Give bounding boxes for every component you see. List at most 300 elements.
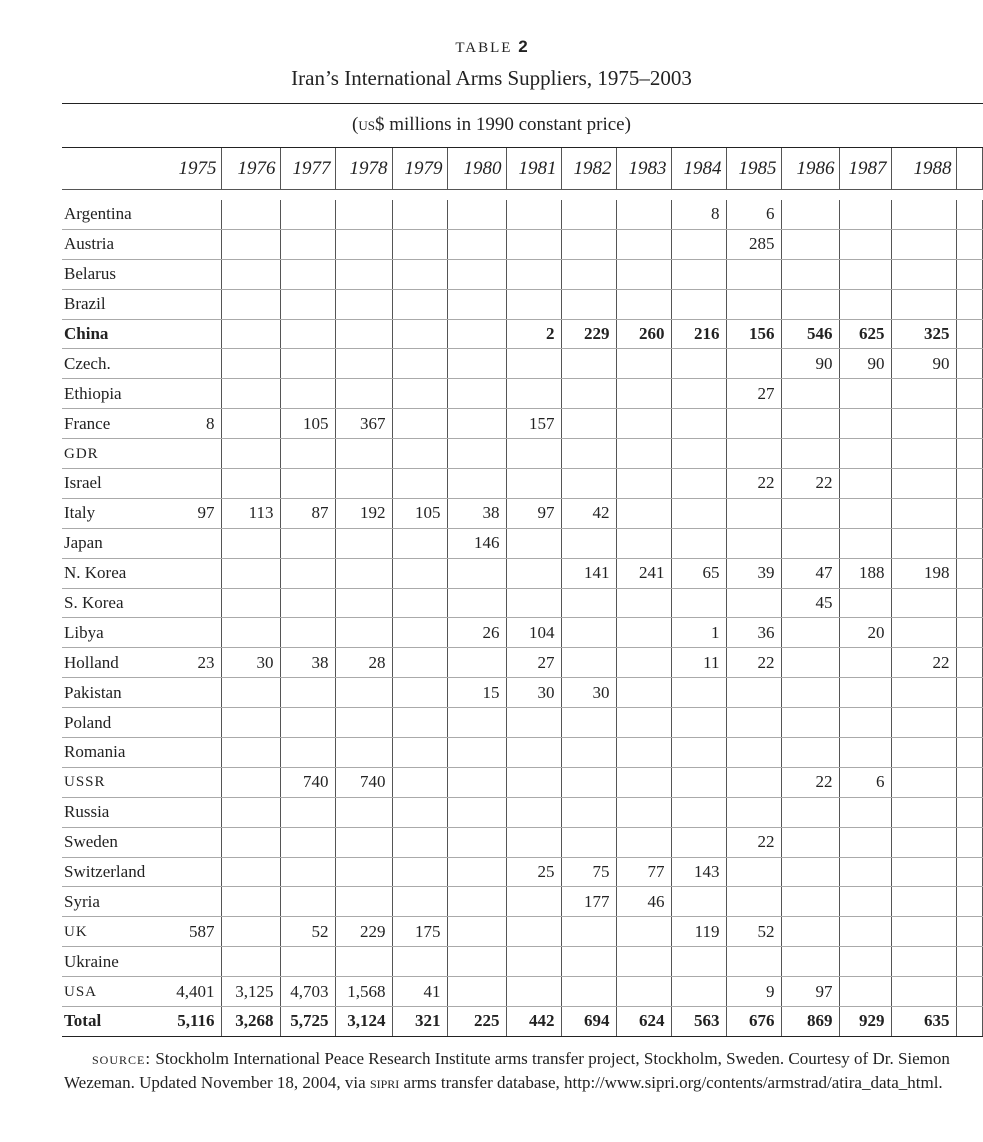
value-cell [561, 977, 616, 1007]
value-cell [280, 379, 335, 409]
country-cell: Pakistan [62, 678, 159, 708]
value-cell [956, 947, 982, 977]
value-cell [335, 469, 392, 499]
table-row [62, 469, 982, 499]
table-row [62, 857, 982, 887]
value-cell [839, 797, 891, 827]
table-row [62, 678, 982, 708]
value-cell [335, 319, 392, 349]
table-row [62, 618, 982, 648]
value-cell [561, 528, 616, 558]
value-cell [671, 289, 726, 319]
value-cell [956, 977, 982, 1007]
source-text-1: Stockholm International Peace Research Institute arms transfer project, Stockholm, Sweden. Courtesy of Dr. Siemon Wezeman. Updated November 18, 2004, via [64, 1049, 950, 1092]
value-cell: 22 [781, 767, 839, 797]
value-cell: 6 [726, 200, 781, 229]
value-cell [726, 678, 781, 708]
country-cell: Israel [62, 469, 159, 499]
value-cell [221, 917, 280, 947]
value-cell: 42 [561, 498, 616, 528]
value-cell: 1,568 [335, 977, 392, 1007]
value-cell: 8 [159, 409, 221, 439]
value-cell: 36 [726, 618, 781, 648]
value-cell [506, 767, 561, 797]
value-cell [335, 947, 392, 977]
value-cell: 15 [447, 678, 506, 708]
value-cell [392, 887, 447, 917]
value-cell [447, 947, 506, 977]
value-cell [616, 678, 671, 708]
value-cell: 587 [159, 917, 221, 947]
value-cell [280, 319, 335, 349]
value-cell: 188 [839, 558, 891, 588]
table-row [62, 1007, 982, 1037]
value-cell [335, 528, 392, 558]
value-cell [159, 259, 221, 289]
year-header: 1980 [447, 148, 506, 190]
value-cell [839, 648, 891, 678]
value-cell [447, 738, 506, 768]
value-cell [221, 200, 280, 229]
year-header: 1978 [335, 148, 392, 190]
value-cell [561, 738, 616, 768]
value-cell: 5,725 [280, 1007, 335, 1037]
value-cell: 77 [616, 857, 671, 887]
value-cell [392, 289, 447, 319]
value-cell [781, 827, 839, 857]
value-cell [280, 469, 335, 499]
value-cell [891, 289, 956, 319]
value-cell [506, 827, 561, 857]
value-cell [506, 439, 561, 469]
value-cell [781, 289, 839, 319]
value-cell [280, 947, 335, 977]
table-row [62, 738, 982, 768]
value-cell [392, 409, 447, 439]
year-header: 1984 [671, 148, 726, 190]
table-row [62, 379, 982, 409]
value-cell: 241 [616, 558, 671, 588]
value-cell: 625 [839, 319, 891, 349]
country-cell: France [62, 409, 159, 439]
value-cell [891, 887, 956, 917]
value-cell [159, 738, 221, 768]
value-cell [221, 349, 280, 379]
value-cell [781, 409, 839, 439]
value-cell [781, 528, 839, 558]
value-cell [159, 469, 221, 499]
value-cell [506, 289, 561, 319]
value-cell: 45 [781, 588, 839, 618]
value-cell: 23 [159, 648, 221, 678]
value-cell [726, 797, 781, 827]
value-cell [891, 827, 956, 857]
value-cell [616, 618, 671, 648]
value-cell: 8 [671, 200, 726, 229]
value-cell [392, 229, 447, 259]
value-cell [159, 528, 221, 558]
value-cell [159, 797, 221, 827]
value-cell [616, 708, 671, 738]
value-cell [335, 827, 392, 857]
value-cell [956, 469, 982, 499]
value-cell [616, 409, 671, 439]
value-cell [616, 738, 671, 768]
value-cell [956, 827, 982, 857]
value-cell [726, 349, 781, 379]
value-cell [616, 439, 671, 469]
value-cell [561, 349, 616, 379]
value-cell [781, 678, 839, 708]
value-cell [506, 200, 561, 229]
units-currency: us [358, 114, 375, 135]
value-cell: 52 [280, 917, 335, 947]
value-cell [447, 379, 506, 409]
value-cell: 325 [891, 319, 956, 349]
value-cell [956, 528, 982, 558]
country-cell: Holland [62, 648, 159, 678]
value-cell [335, 289, 392, 319]
value-cell [956, 588, 982, 618]
value-cell [447, 767, 506, 797]
value-cell: 97 [159, 498, 221, 528]
value-cell: 367 [335, 409, 392, 439]
value-cell [616, 528, 671, 558]
value-cell: 22 [726, 648, 781, 678]
value-cell: 87 [280, 498, 335, 528]
value-cell [839, 379, 891, 409]
value-cell [839, 708, 891, 738]
value-cell: 546 [781, 319, 839, 349]
table-row [62, 648, 982, 678]
country-cell: Total [62, 1007, 159, 1037]
value-cell [392, 827, 447, 857]
value-cell [891, 947, 956, 977]
country-cell: Syria [62, 887, 159, 917]
value-cell [726, 738, 781, 768]
value-cell [891, 379, 956, 409]
value-cell [221, 289, 280, 319]
value-cell [956, 767, 982, 797]
value-cell [891, 797, 956, 827]
value-cell [891, 767, 956, 797]
value-cell [839, 289, 891, 319]
value-cell [561, 917, 616, 947]
value-cell [956, 349, 982, 379]
value-cell: 38 [447, 498, 506, 528]
value-cell [335, 379, 392, 409]
country-cell: Austria [62, 229, 159, 259]
value-cell [781, 200, 839, 229]
value-cell: 321 [392, 1007, 447, 1037]
source-sipri: sipri [369, 1073, 400, 1092]
value-cell [561, 229, 616, 259]
table-row [62, 977, 982, 1007]
value-cell [280, 200, 335, 229]
value-cell [891, 588, 956, 618]
value-cell [839, 917, 891, 947]
value-cell [280, 708, 335, 738]
value-cell: 285 [726, 229, 781, 259]
value-cell [506, 588, 561, 618]
country-cell: Czech. [62, 349, 159, 379]
value-cell [781, 379, 839, 409]
country-cell: Italy [62, 498, 159, 528]
value-cell [159, 678, 221, 708]
value-cell [671, 887, 726, 917]
caption-label: TABLE [455, 40, 513, 56]
value-cell [335, 349, 392, 379]
value-cell [781, 797, 839, 827]
value-cell [335, 797, 392, 827]
value-cell [280, 738, 335, 768]
value-cell [616, 648, 671, 678]
value-cell [839, 200, 891, 229]
value-cell [221, 528, 280, 558]
value-cell: 635 [891, 1007, 956, 1037]
table-row [62, 588, 982, 618]
value-cell: 38 [280, 648, 335, 678]
value-cell [506, 349, 561, 379]
value-cell [447, 259, 506, 289]
country-cell: USSR [62, 767, 159, 797]
value-cell [956, 200, 982, 229]
value-cell [221, 439, 280, 469]
country-cell: Libya [62, 618, 159, 648]
value-cell [891, 229, 956, 259]
table-row [62, 708, 982, 738]
value-cell: 75 [561, 857, 616, 887]
value-cell [671, 379, 726, 409]
value-cell: 28 [335, 648, 392, 678]
value-cell [561, 797, 616, 827]
value-cell [447, 439, 506, 469]
value-cell [956, 738, 982, 768]
value-cell [726, 947, 781, 977]
value-cell [280, 349, 335, 379]
value-cell: 694 [561, 1007, 616, 1037]
value-cell [671, 738, 726, 768]
value-cell [335, 738, 392, 768]
value-cell: 65 [671, 558, 726, 588]
country-cell: UK [62, 917, 159, 947]
value-cell [221, 947, 280, 977]
value-cell [671, 947, 726, 977]
value-cell: 41 [392, 977, 447, 1007]
value-cell [506, 528, 561, 558]
value-cell [616, 498, 671, 528]
value-cell [616, 229, 671, 259]
value-cell [956, 319, 982, 349]
value-cell [159, 767, 221, 797]
value-cell [781, 439, 839, 469]
value-cell [221, 409, 280, 439]
value-cell [561, 409, 616, 439]
value-cell [956, 498, 982, 528]
value-cell [221, 558, 280, 588]
value-cell [616, 947, 671, 977]
value-cell [839, 857, 891, 887]
year-header: 1981 [506, 148, 561, 190]
value-cell [616, 977, 671, 1007]
value-cell [956, 678, 982, 708]
value-cell: 4,703 [280, 977, 335, 1007]
value-cell [561, 588, 616, 618]
country-cell: USA [62, 977, 159, 1007]
value-cell [335, 857, 392, 887]
value-cell [221, 319, 280, 349]
value-cell [561, 708, 616, 738]
value-cell [280, 588, 335, 618]
value-cell [839, 588, 891, 618]
value-cell [561, 618, 616, 648]
table-row [62, 917, 982, 947]
value-cell [781, 648, 839, 678]
value-cell: 229 [335, 917, 392, 947]
header-spacer [62, 190, 982, 201]
table-row [62, 827, 982, 857]
value-cell [335, 200, 392, 229]
value-cell: 3,268 [221, 1007, 280, 1037]
value-cell [616, 349, 671, 379]
value-cell [335, 618, 392, 648]
value-cell: 146 [447, 528, 506, 558]
value-cell [616, 200, 671, 229]
value-cell: 22 [891, 648, 956, 678]
value-cell [447, 857, 506, 887]
units-note [0, 114, 983, 136]
value-cell: 442 [506, 1007, 561, 1037]
value-cell [891, 259, 956, 289]
value-cell [726, 708, 781, 738]
table-row [62, 498, 982, 528]
value-cell [159, 588, 221, 618]
value-cell [447, 977, 506, 1007]
value-cell: 198 [891, 558, 956, 588]
value-cell [280, 827, 335, 857]
value-cell [447, 558, 506, 588]
value-cell: 46 [616, 887, 671, 917]
value-cell [891, 498, 956, 528]
value-cell [392, 738, 447, 768]
year-header: 1987 [839, 148, 891, 190]
value-cell [447, 648, 506, 678]
value-cell: 25 [506, 857, 561, 887]
value-cell [159, 708, 221, 738]
value-cell [781, 618, 839, 648]
value-cell: 2 [506, 319, 561, 349]
table-caption [0, 37, 983, 57]
value-cell [392, 439, 447, 469]
value-cell [891, 200, 956, 229]
value-cell [392, 767, 447, 797]
table-row [62, 797, 982, 827]
value-cell: 740 [335, 767, 392, 797]
value-cell: 105 [392, 498, 447, 528]
table-row [62, 409, 982, 439]
value-cell [781, 498, 839, 528]
value-cell [891, 977, 956, 1007]
value-cell [159, 319, 221, 349]
source-label: source: [92, 1049, 152, 1068]
value-cell: 39 [726, 558, 781, 588]
value-cell [956, 797, 982, 827]
value-cell [506, 977, 561, 1007]
value-cell [392, 558, 447, 588]
value-cell [839, 469, 891, 499]
country-cell: Ukraine [62, 947, 159, 977]
value-cell [956, 708, 982, 738]
value-cell [159, 827, 221, 857]
value-cell [221, 259, 280, 289]
value-cell [280, 887, 335, 917]
value-cell: 97 [506, 498, 561, 528]
value-cell [392, 797, 447, 827]
value-cell: 90 [891, 349, 956, 379]
year-header: 1985 [726, 148, 781, 190]
value-cell [726, 767, 781, 797]
value-cell [671, 409, 726, 439]
country-cell: Sweden [62, 827, 159, 857]
value-cell [280, 558, 335, 588]
value-cell: 26 [447, 618, 506, 648]
year-header: 1976 [221, 148, 280, 190]
table-row [62, 528, 982, 558]
year-header-row [62, 148, 982, 190]
value-cell [159, 887, 221, 917]
source-text-2: arms transfer database, http://www.sipri.org/contents/armstrad/atira_data_html. [399, 1073, 943, 1092]
value-cell [506, 558, 561, 588]
value-cell [392, 947, 447, 977]
value-cell: 30 [221, 648, 280, 678]
value-cell [561, 439, 616, 469]
value-cell [839, 977, 891, 1007]
value-cell [221, 678, 280, 708]
value-cell [839, 229, 891, 259]
title-rule [62, 103, 983, 104]
value-cell [671, 229, 726, 259]
country-cell: Japan [62, 528, 159, 558]
value-cell [447, 229, 506, 259]
value-cell: 22 [726, 469, 781, 499]
year-header: 1979 [392, 148, 447, 190]
value-cell: 563 [671, 1007, 726, 1037]
country-cell: China [62, 319, 159, 349]
value-cell [561, 827, 616, 857]
value-cell [956, 558, 982, 588]
country-cell: N. Korea [62, 558, 159, 588]
country-cell: Romania [62, 738, 159, 768]
value-cell [506, 887, 561, 917]
value-cell [839, 528, 891, 558]
value-cell [447, 588, 506, 618]
value-cell: 260 [616, 319, 671, 349]
value-cell [671, 708, 726, 738]
value-cell [335, 439, 392, 469]
value-cell: 157 [506, 409, 561, 439]
value-cell [335, 678, 392, 708]
country-cell: Switzerland [62, 857, 159, 887]
value-cell [447, 887, 506, 917]
value-cell: 105 [280, 409, 335, 439]
value-cell: 143 [671, 857, 726, 887]
value-cell [447, 409, 506, 439]
value-cell [839, 887, 891, 917]
value-cell [392, 857, 447, 887]
value-cell [891, 409, 956, 439]
value-cell [956, 289, 982, 319]
value-cell [159, 379, 221, 409]
